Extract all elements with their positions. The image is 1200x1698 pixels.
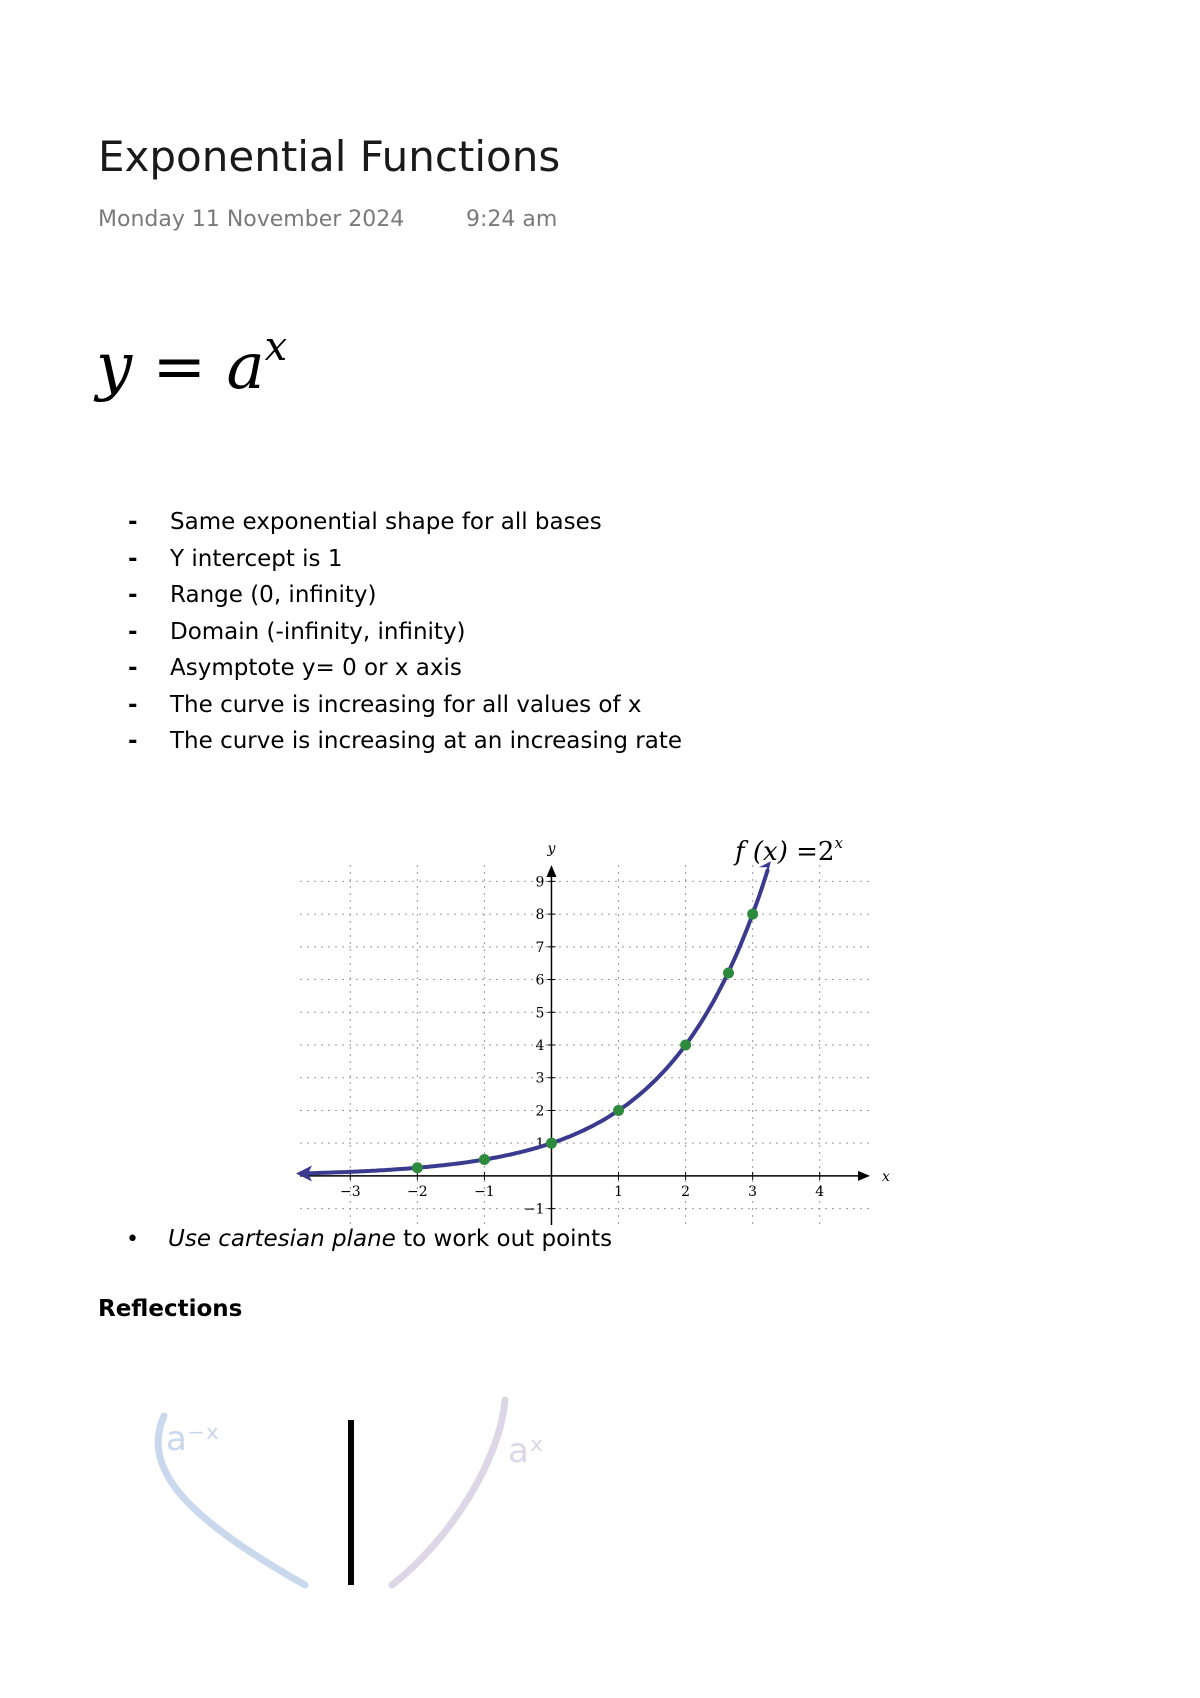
reflection-left-label: a⁻ˣ xyxy=(166,1419,220,1459)
x-tick-label: −3 xyxy=(339,1183,361,1200)
function-label-exponent: x xyxy=(834,834,843,852)
x-tick-label: 3 xyxy=(748,1183,758,1200)
data-point xyxy=(613,1105,624,1116)
list-item xyxy=(128,723,682,760)
list-item-text: Range (0, infinity) xyxy=(170,582,377,609)
list-item xyxy=(128,541,682,578)
y-axis-label: y xyxy=(547,841,556,857)
list-item xyxy=(128,504,682,541)
x-axis-label: x xyxy=(882,1168,890,1185)
list-item xyxy=(128,687,682,724)
list-item-text: Domain (-infinity, infinity) xyxy=(170,618,466,645)
y-tick-label: 2 xyxy=(535,1103,545,1120)
x-tick-label: 2 xyxy=(681,1183,691,1200)
data-point xyxy=(747,909,758,920)
note-text: to work out points xyxy=(395,1226,613,1252)
dash-marker: - xyxy=(128,509,138,536)
dash-marker: - xyxy=(128,691,138,718)
x-tick-label: 4 xyxy=(815,1183,825,1200)
formula-exponent: x xyxy=(264,324,288,370)
list-item xyxy=(128,577,682,614)
page-date: Monday 11 November 2024 xyxy=(98,207,405,232)
list-item-text: The curve is increasing at an increasing rate xyxy=(170,728,682,755)
section-heading: Reflections xyxy=(98,1296,243,1322)
reflection-sketch xyxy=(130,1380,590,1600)
x-tick-label: −2 xyxy=(407,1183,428,1200)
y-tick-label: −1 xyxy=(523,1201,545,1218)
y-tick-label: 4 xyxy=(535,1038,545,1054)
dash-marker: - xyxy=(128,655,138,682)
function-label-base: 2 xyxy=(817,837,835,867)
y-tick-label: 6 xyxy=(535,972,545,989)
x-axis-arrow-icon xyxy=(858,1171,870,1181)
y-axis-arrow-icon xyxy=(546,865,556,877)
page-title: Exponential Functions xyxy=(98,132,561,181)
y-tick-label: 7 xyxy=(535,939,545,956)
reflection-right-curve xyxy=(392,1400,505,1585)
function-label-lhs: f (x) = xyxy=(735,837,818,867)
y-tick-label: 9 xyxy=(535,874,545,891)
list-item-text: Y intercept is 1 xyxy=(170,545,343,572)
dash-marker: - xyxy=(128,618,138,645)
function-curve xyxy=(300,869,768,1173)
data-point xyxy=(412,1162,423,1173)
y-tick-label: 1 xyxy=(535,1136,545,1153)
y-tick-label: 3 xyxy=(535,1070,545,1087)
dash-marker: - xyxy=(128,545,138,572)
data-point xyxy=(546,1138,557,1149)
data-point xyxy=(723,968,734,979)
x-tick-label: 1 xyxy=(614,1183,623,1200)
y-tick-label: 8 xyxy=(535,907,545,924)
list-item xyxy=(128,650,682,687)
list-item-text: Asymptote y= 0 or x axis xyxy=(170,655,462,682)
exponential-formula xyxy=(96,324,288,404)
property-list xyxy=(128,504,682,760)
function-label xyxy=(733,834,843,867)
dash-marker: - xyxy=(128,728,138,755)
dash-marker: - xyxy=(128,582,138,609)
reflection-right-label: aˣ xyxy=(508,1431,544,1471)
exponential-graph xyxy=(280,830,890,1230)
bullet-marker: • xyxy=(126,1226,139,1252)
y-tick-label: 5 xyxy=(535,1005,545,1022)
formula-base: y = a xyxy=(96,330,265,404)
list-item-text: Same exponential shape for all bases xyxy=(170,509,602,536)
note-italic: Use cartesian plane xyxy=(168,1226,396,1252)
list-item xyxy=(128,614,682,651)
data-point xyxy=(479,1154,490,1165)
cartesian-note xyxy=(126,1226,612,1252)
list-item-text: The curve is increasing for all values of x xyxy=(170,691,642,718)
x-tick-label: −1 xyxy=(474,1183,495,1200)
page-time: 9:24 am xyxy=(466,207,558,232)
data-point xyxy=(680,1040,691,1051)
